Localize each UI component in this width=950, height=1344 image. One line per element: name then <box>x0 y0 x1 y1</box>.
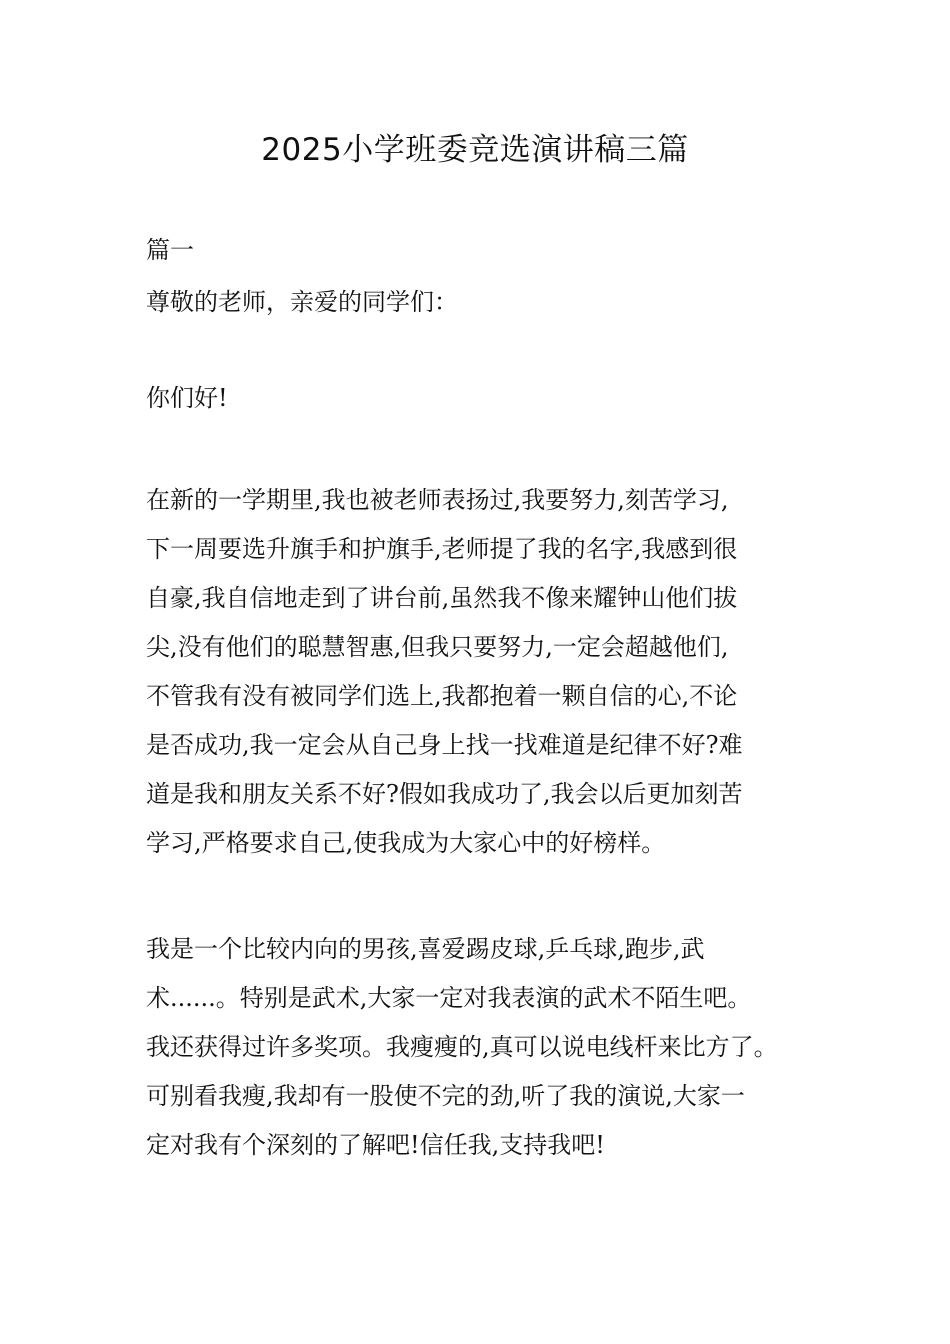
salutation: 尊敬的老师，亲爱的同学们： <box>146 288 458 316</box>
paragraph: 我是一个比较内向的男孩,喜爱踢皮球,乒乓球,跑步,武 术......。特别是武术,大家一定对我表演的武术不陌生吧。 我还获得过许多奖项。我瘦瘦的,真可以说电线杆来比方了。 可别看我瘦,我却有一股使不完的劲,听了我的演说,大家一 定对我有个深刻的了解吧!信任我,支持我吧! <box>146 935 778 1159</box>
paragraph: 在新的一学期里,我也被老师表扬过,我要努力,刻苦学习, 下一周要选升旗手和护旗手,老师提了我的名字,我感到很 自豪,我自信地走到了讲台前,虽然我不像来耀钟山他们拔 尖,没有他们的聪慧智惠,但我只要努力,一定会超越他们, 不管我有没有被同学们选上,我都抱着一颗自信的心,不论 是否成功,我一定会从自己身上找一找难道是纪律不好?难 道是我和朋友关系不好?假如我成功了,我会以后更加刻苦 学习,严格要求自己,使我成为大家心中的好榜样。 <box>146 486 743 857</box>
document-title: 2025小学班委竞选演讲稿三篇 <box>261 132 689 168</box>
section-label: 篇一 <box>146 236 194 264</box>
greeting: 你们好! <box>146 384 228 412</box>
